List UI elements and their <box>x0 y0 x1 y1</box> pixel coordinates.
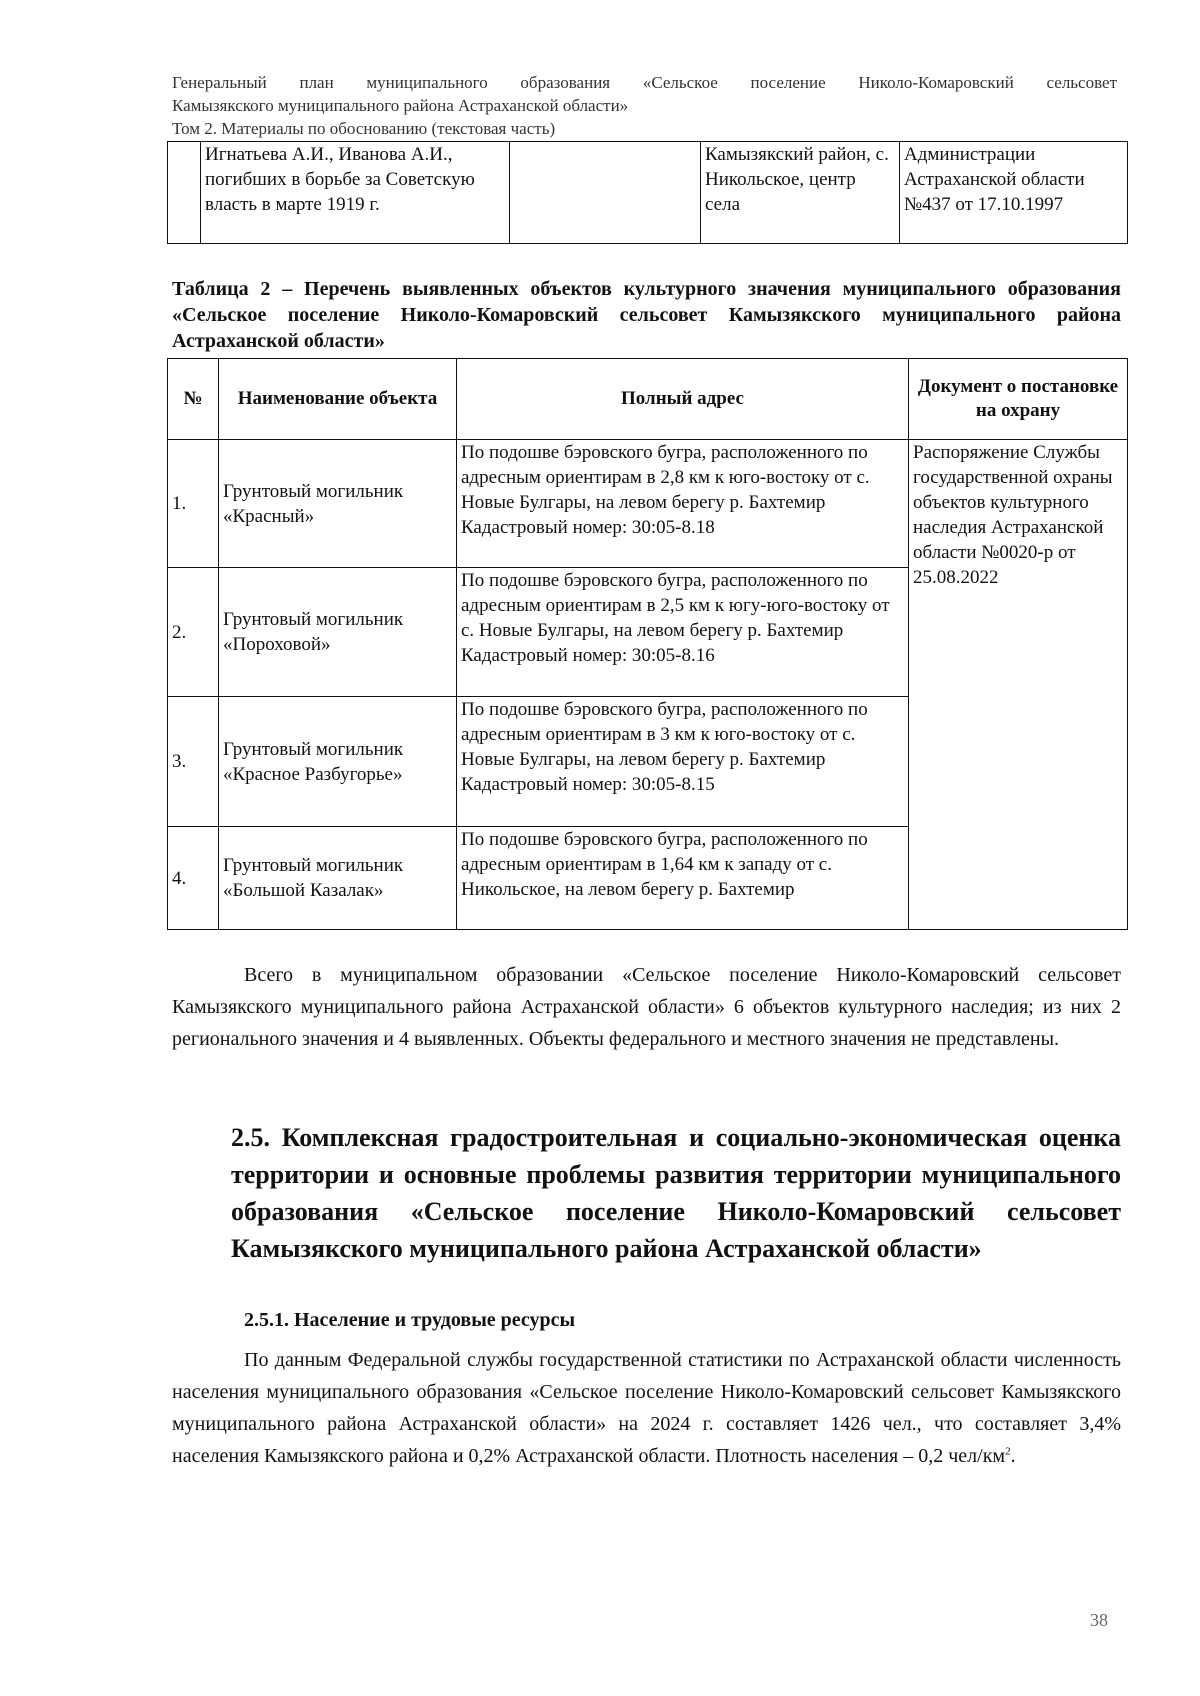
paragraph-end: . <box>1010 1445 1016 1467</box>
object-name: Грунтовый могильник «Пороховой» <box>219 568 457 697</box>
column-header-address: Полный адрес <box>457 359 909 440</box>
row-number: 4. <box>168 827 219 930</box>
table-cell-object-name: Игнатьева А.И., Иванова А.И., погибших в борьбе за Советскую власть в марте 1919 г. <box>201 142 510 244</box>
cultural-objects-table <box>167 358 1128 930</box>
object-address <box>457 440 909 568</box>
summary-paragraph: Всего в муниципальном образовании «Сельское поселение Николо-Комаровский сельсовет Камызякского муниципального района Астраханской области» 6 объектов культурного наследия; из них 2 регионального значения и 4 выявленных. Объекты федерального и местного значения не представлены. <box>172 964 1121 1050</box>
page-number: 38 <box>1090 1610 1108 1630</box>
cadastral-number: Кадастровый номер: 30:05-8.16 <box>461 645 715 666</box>
running-header-line-2: Камызякского муниципального района Астраханской области» <box>172 96 629 115</box>
table-row <box>168 440 1128 568</box>
address-text: По подошве бэровского бугра, расположенного по адресным ориентирам в 1,64 км к западу от с. Никольское, на левом берегу р. Бахтемир <box>461 829 868 900</box>
superscript-two: 2 <box>1005 1445 1011 1458</box>
table-caption: Таблица 2 – Перечень выявленных объектов культурного значения муниципального образования «Сельское поселение Николо-Комаровский сельсовет Камызякского муниципального района Астраханской области» <box>172 278 1121 352</box>
section-heading: 2.5. Комплексная градостроительная и социально-экономическая оценка территории и основные проблемы развития территории муниципального образования «Сельское поселение Николо-Комаровский сельсовет Камызякского муниципального района Астраханской области» <box>231 1123 1121 1263</box>
continuation-table <box>167 141 1128 244</box>
table-cell-address: Камызякский район, с. Никольское, центр села <box>701 142 900 244</box>
population-text: По данным Федеральной службы государственной статистики по Астраханской области численность населения муниципального образования «Сельское поселение Николо-Комаровский сельсовет Камызякского муниципального района Астраханской области» на 2024 г. составляет 1426 чел., что составляет 3,4% населения Камызякского района и 0,2% Астраханской области. Плотность населения – 0,2 чел/км <box>172 1349 1121 1467</box>
column-header-name: Наименование объекта <box>219 359 457 440</box>
subsection-heading: 2.5.1. Население и трудовые ресурсы <box>244 1309 576 1331</box>
table-header-row <box>168 359 1128 440</box>
object-address <box>457 827 909 930</box>
cadastral-number: Кадастровый номер: 30:05-8.18 <box>461 517 715 538</box>
object-address <box>457 568 909 697</box>
table-row <box>168 142 1128 244</box>
row-number: 3. <box>168 697 219 827</box>
address-text: По подошве бэровского бугра, расположенного по адресным ориентирам в 2,5 км к югу-юго-востоку от с. Новые Булгары, на левом берегу р. Бахтемир <box>461 570 890 641</box>
table-cell-number <box>168 142 201 244</box>
object-name: Грунтовый могильник «Красное Разбугорье» <box>219 697 457 827</box>
table-cell-empty <box>510 142 701 244</box>
cadastral-number: Кадастровый номер: 30:05-8.15 <box>461 774 715 795</box>
table-cell-document: Администрации Астраханской области №437 от 17.10.1997 <box>900 142 1128 244</box>
column-header-document: Документ о постановке на охрану <box>909 359 1128 440</box>
running-header-line-3: Том 2. Материалы по обоснованию (текстовая часть) <box>172 119 556 138</box>
running-header-line-1: Генеральный план муниципального образования «Сельское поселение Николо-Комаровский сельсовет <box>172 73 1117 92</box>
object-name: Грунтовый могильник «Красный» <box>219 440 457 568</box>
protection-document: Распоряжение Службы государственной охраны объектов культурного наследия Астраханской области №0020-р от 25.08.2022 <box>909 440 1128 930</box>
row-number: 1. <box>168 440 219 568</box>
row-number: 2. <box>168 568 219 697</box>
object-address <box>457 697 909 827</box>
column-header-number: № <box>168 359 219 440</box>
population-paragraph <box>172 1344 1121 1472</box>
object-name: Грунтовый могильник «Большой Казалак» <box>219 827 457 930</box>
address-text: По подошве бэровского бугра, расположенного по адресным ориентирам в 3 км к юго-востоку от с. Новые Булгары, на левом берегу р. Бахтемир <box>461 699 868 770</box>
address-text: По подошве бэровского бугра, расположенного по адресным ориентирам в 2,8 км к юго-востоку от с. Новые Булгары, на левом берегу р. Бахтемир <box>461 442 870 513</box>
